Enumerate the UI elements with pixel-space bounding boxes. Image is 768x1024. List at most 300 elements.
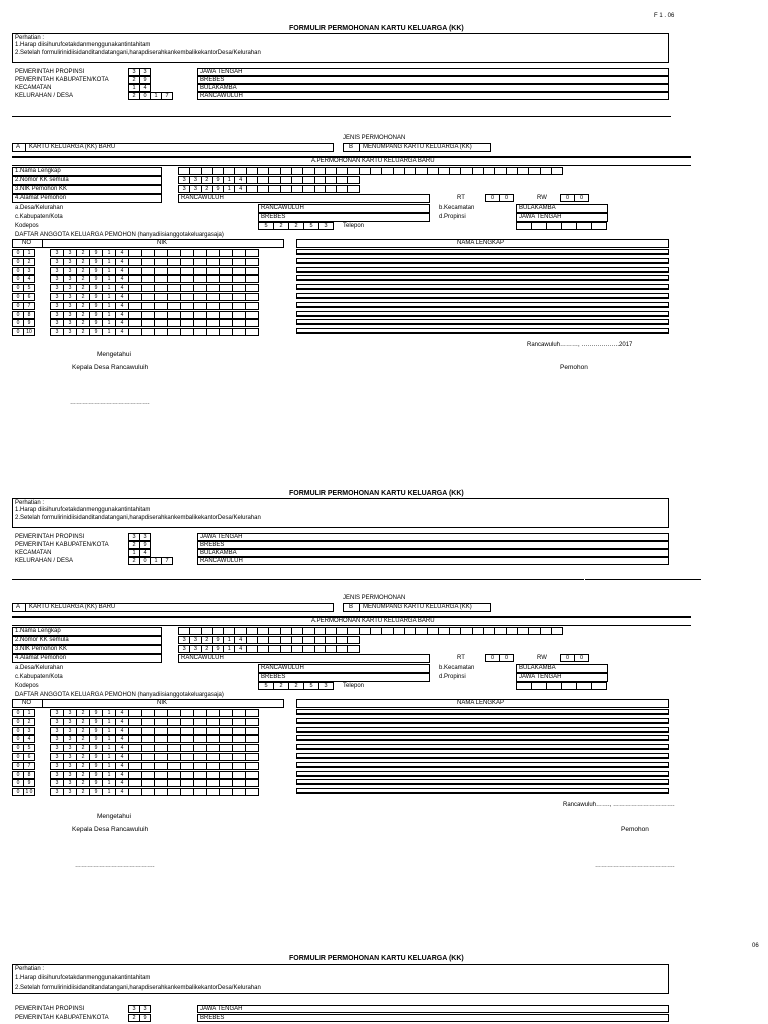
member-nik-cell[interactable]: 3 (63, 779, 77, 787)
member-nik-cell[interactable] (232, 753, 246, 761)
region-kel-name-box[interactable] (197, 92, 669, 100)
member-nik[interactable] (50, 328, 258, 336)
member-nik-cell[interactable]: 4 (115, 258, 129, 266)
member-nik-cell[interactable] (206, 771, 220, 779)
member-nik-cell[interactable] (180, 709, 194, 717)
member-nik-cell[interactable]: 4 (115, 249, 129, 257)
member-nik-cell[interactable] (193, 249, 207, 257)
member-nik-cell[interactable]: 3 (50, 258, 64, 266)
member-nik-cell[interactable] (180, 735, 194, 743)
member-nik-cell[interactable] (219, 727, 233, 735)
member-nik-cell[interactable] (245, 709, 259, 717)
member-nik-cell[interactable]: 2 (76, 744, 90, 752)
member-nik-cell[interactable]: 9 (89, 249, 103, 257)
region-kec-code-cell[interactable]: 1 (128, 84, 140, 92)
member-nik-cell[interactable]: 3 (50, 249, 64, 257)
region-kab-code-cell[interactable]: 2 (128, 1014, 140, 1022)
member-nik-cell[interactable] (206, 744, 220, 752)
member-nik-cell[interactable]: 2 (76, 788, 90, 796)
member-nik-cell[interactable] (206, 302, 220, 310)
member-nik-cell[interactable] (219, 319, 233, 327)
member-nik-cell[interactable]: 1 (102, 779, 116, 787)
member-nik-cell[interactable] (206, 275, 220, 283)
member-nik-cell[interactable]: 3 (50, 267, 64, 275)
member-nik-cell[interactable] (180, 258, 194, 266)
member-nik-cell[interactable] (141, 779, 155, 787)
member-nik[interactable] (50, 267, 258, 275)
member-nik-cell[interactable] (180, 744, 194, 752)
member-nik-cell[interactable] (245, 258, 259, 266)
member-nik-cell[interactable] (167, 275, 181, 283)
telepon-cells-cell[interactable] (516, 222, 532, 230)
member-nik-cell[interactable]: 2 (76, 319, 90, 327)
member-nik-cell[interactable] (167, 319, 181, 327)
rt-cells-cell[interactable]: 0 (485, 194, 500, 202)
member-nik-cell[interactable]: 2 (76, 762, 90, 770)
member-name-input[interactable] (296, 311, 669, 317)
member-nik-cell[interactable]: 1 (102, 735, 116, 743)
member-nik-cell[interactable] (180, 284, 194, 292)
member-nik-cell[interactable]: 1 (102, 328, 116, 336)
region-kel-code-cell[interactable]: 1 (150, 557, 162, 565)
member-nik-cell[interactable] (206, 267, 220, 275)
member-nik-cell[interactable] (245, 727, 259, 735)
member-nik-cell[interactable] (193, 753, 207, 761)
telepon-cells-cell[interactable] (561, 222, 577, 230)
member-nik-cell[interactable]: 3 (63, 735, 77, 743)
member-nik[interactable] (50, 788, 258, 796)
member-nik-cell[interactable] (232, 727, 246, 735)
member-nik-cell[interactable] (154, 788, 168, 796)
member-name-input[interactable] (296, 718, 669, 724)
region-kec-code-cell[interactable]: 4 (139, 84, 151, 92)
member-nik-cell[interactable] (206, 753, 220, 761)
member-nik-cell[interactable]: 4 (115, 709, 129, 717)
nomor-kk-cells-cell[interactable]: 1 (223, 636, 235, 644)
member-nik-cell[interactable] (245, 788, 259, 796)
member-nik[interactable] (50, 709, 258, 717)
member-nik-cell[interactable] (154, 302, 168, 310)
member-nik-cell[interactable] (245, 735, 259, 743)
nomor-kk-cells-cell[interactable]: 9 (212, 176, 224, 184)
member-nik[interactable] (50, 735, 258, 743)
member-nik-cell[interactable] (245, 771, 259, 779)
member-nik-cell[interactable]: 4 (115, 275, 129, 283)
nik-cells-cell[interactable]: 1 (223, 645, 235, 653)
member-nik-cell[interactable]: 4 (115, 727, 129, 735)
region-kec-code-cell[interactable]: 1 (128, 549, 140, 557)
member-nik-cell[interactable]: 1 (102, 762, 116, 770)
region-prov-name-box[interactable] (197, 533, 669, 541)
member-nik-cell[interactable] (232, 302, 246, 310)
member-nik-cell[interactable] (154, 779, 168, 787)
member-nik-cell[interactable]: 1 (102, 788, 116, 796)
region-prov-code-cell[interactable]: 3 (139, 1005, 151, 1013)
member-nik-cell[interactable] (154, 311, 168, 319)
nomor-kk-cells-cell[interactable]: 3 (178, 636, 190, 644)
nomor-kk-cells-cell[interactable]: 4 (234, 636, 246, 644)
member-nik-cell[interactable] (154, 293, 168, 301)
telepon-cells-cell[interactable] (576, 222, 592, 230)
member-nik-cell[interactable]: 2 (76, 735, 90, 743)
member-nik-cell[interactable] (232, 779, 246, 787)
member-nik-cell[interactable]: 9 (89, 727, 103, 735)
member-nik-cell[interactable] (128, 328, 142, 336)
member-name-input[interactable] (296, 762, 669, 768)
member-nik-cell[interactable] (245, 718, 259, 726)
member-nik-cell[interactable] (180, 771, 194, 779)
member-nik-cell[interactable] (180, 293, 194, 301)
kodepos-cells-cell[interactable]: 3 (318, 222, 334, 230)
member-nik-cell[interactable] (245, 779, 259, 787)
member-nik-cell[interactable]: 2 (76, 267, 90, 275)
member-nik-cell[interactable]: 3 (50, 762, 64, 770)
member-nik-cell[interactable]: 3 (50, 293, 64, 301)
member-nik-cell[interactable] (128, 771, 142, 779)
rw-cells-cell[interactable]: 0 (574, 654, 589, 662)
member-nik[interactable] (50, 753, 258, 761)
member-nik-cell[interactable] (193, 735, 207, 743)
nomor-kk-cells-cell[interactable]: 1 (223, 176, 235, 184)
rw-cells-cell[interactable]: 0 (574, 194, 589, 202)
member-nik-cell[interactable] (167, 267, 181, 275)
member-nik-cell[interactable]: 3 (50, 771, 64, 779)
member-nik-cell[interactable]: 3 (50, 302, 64, 310)
member-nik-cell[interactable]: 3 (63, 727, 77, 735)
member-nik-cell[interactable] (206, 709, 220, 717)
member-nik-cell[interactable] (232, 744, 246, 752)
member-nik-cell[interactable] (154, 762, 168, 770)
member-nik-cell[interactable]: 1 (102, 249, 116, 257)
member-nik-cell[interactable]: 4 (115, 762, 129, 770)
member-nik-cell[interactable]: 2 (76, 302, 90, 310)
member-nik-cell[interactable] (180, 762, 194, 770)
member-nik-cell[interactable] (141, 311, 155, 319)
member-nik-cell[interactable]: 4 (115, 735, 129, 743)
member-nik-cell[interactable]: 3 (63, 293, 77, 301)
nik-cells-cell[interactable]: 2 (201, 185, 213, 193)
member-nik-cell[interactable] (232, 258, 246, 266)
nama-cells-cell[interactable] (551, 167, 563, 175)
member-nik-cell[interactable]: 2 (76, 779, 90, 787)
member-nik-cell[interactable] (141, 727, 155, 735)
nik-cells-cell[interactable]: 3 (189, 185, 201, 193)
member-nik-cell[interactable] (206, 293, 220, 301)
member-nik-cell[interactable] (167, 753, 181, 761)
member-nik-cell[interactable] (193, 718, 207, 726)
member-nik-cell[interactable] (219, 258, 233, 266)
member-nik-cell[interactable] (128, 744, 142, 752)
member-nik-cell[interactable]: 3 (63, 709, 77, 717)
member-nik-cell[interactable] (232, 328, 246, 336)
telepon-cells-cell[interactable] (546, 682, 562, 690)
member-nik-cell[interactable] (219, 718, 233, 726)
member-nik-cell[interactable] (141, 328, 155, 336)
member-nik-cell[interactable] (245, 311, 259, 319)
member-nik-cell[interactable] (219, 249, 233, 257)
member-nik-cell[interactable] (128, 779, 142, 787)
member-nik-cell[interactable] (245, 753, 259, 761)
member-nik-cell[interactable] (128, 311, 142, 319)
member-nik-cell[interactable] (193, 788, 207, 796)
region-kec-name-box[interactable] (197, 84, 669, 92)
member-nik[interactable] (50, 779, 258, 787)
member-nik-cell[interactable] (154, 735, 168, 743)
member-nik-cell[interactable] (128, 275, 142, 283)
member-nik-cell[interactable] (245, 744, 259, 752)
member-nik-cell[interactable]: 1 (102, 293, 116, 301)
member-nik-cell[interactable]: 3 (63, 771, 77, 779)
region-prov-code-cell[interactable]: 3 (128, 533, 140, 541)
member-nik-cell[interactable]: 2 (76, 771, 90, 779)
member-nik-cell[interactable]: 9 (89, 258, 103, 266)
member-nik-cell[interactable]: 4 (115, 293, 129, 301)
region-kel-code-cell[interactable]: 1 (150, 92, 162, 100)
region-kab-code-cell[interactable]: 2 (128, 541, 140, 549)
member-nik-cell[interactable] (141, 744, 155, 752)
member-nik-cell[interactable] (128, 293, 142, 301)
member-nik-cell[interactable] (167, 762, 181, 770)
member-nik-cell[interactable]: 3 (50, 319, 64, 327)
member-nik-cell[interactable] (167, 735, 181, 743)
member-nik-cell[interactable] (219, 267, 233, 275)
member-nik-cell[interactable]: 3 (50, 275, 64, 283)
member-nik-cell[interactable] (167, 293, 181, 301)
member-name-input[interactable] (296, 771, 669, 777)
member-nik-cell[interactable]: 3 (63, 302, 77, 310)
member-nik-cell[interactable]: 2 (76, 284, 90, 292)
nik-cells-cell[interactable]: 3 (189, 645, 201, 653)
kodepos-cells-cell[interactable]: 5 (303, 682, 319, 690)
rw-cells-cell[interactable]: 0 (560, 194, 575, 202)
member-nik-cell[interactable] (141, 788, 155, 796)
kodepos-cells-cell[interactable]: 2 (288, 222, 304, 230)
member-nik-cell[interactable]: 1 (102, 311, 116, 319)
member-nik-cell[interactable] (141, 267, 155, 275)
member-nik-cell[interactable]: 9 (89, 762, 103, 770)
member-nik-cell[interactable]: 9 (89, 267, 103, 275)
member-nik-cell[interactable]: 2 (76, 275, 90, 283)
member-nik-cell[interactable] (167, 709, 181, 717)
member-nik-cell[interactable] (154, 249, 168, 257)
member-nik-cell[interactable]: 3 (63, 744, 77, 752)
rt-cells-cell[interactable]: 0 (485, 654, 500, 662)
member-name-input[interactable] (296, 293, 669, 299)
member-nik-cell[interactable] (167, 249, 181, 257)
member-nik-cell[interactable]: 1 (102, 258, 116, 266)
member-nik-cell[interactable]: 2 (76, 753, 90, 761)
member-nik[interactable] (50, 275, 258, 283)
member-nik-cell[interactable]: 1 (102, 709, 116, 717)
member-nik-cell[interactable] (128, 788, 142, 796)
member-nik-cell[interactable]: 2 (76, 258, 90, 266)
member-nik-cell[interactable]: 1 (102, 275, 116, 283)
rw-cells-cell[interactable]: 0 (560, 654, 575, 662)
member-nik-cell[interactable] (154, 718, 168, 726)
member-nik-cell[interactable] (206, 718, 220, 726)
member-nik[interactable] (50, 718, 258, 726)
nomor-kk-cells-cell[interactable]: 3 (178, 176, 190, 184)
member-nik-cell[interactable]: 3 (63, 319, 77, 327)
nik-cells-cell[interactable] (347, 185, 359, 193)
member-nik-cell[interactable] (128, 753, 142, 761)
member-nik-cell[interactable] (232, 293, 246, 301)
kodepos-cells-cell[interactable]: 5 (303, 222, 319, 230)
member-nik-cell[interactable]: 3 (63, 311, 77, 319)
member-nik[interactable] (50, 302, 258, 310)
region-kab-name-box[interactable] (197, 1014, 669, 1022)
member-nik-cell[interactable] (141, 293, 155, 301)
member-nik-cell[interactable] (245, 293, 259, 301)
member-nik-cell[interactable]: 9 (89, 771, 103, 779)
member-nik-cell[interactable] (245, 249, 259, 257)
member-nik-cell[interactable] (193, 258, 207, 266)
member-nik-cell[interactable] (154, 771, 168, 779)
member-nik-cell[interactable] (245, 328, 259, 336)
member-name-input[interactable] (296, 735, 669, 741)
member-nik-cell[interactable]: 3 (50, 718, 64, 726)
member-nik-cell[interactable]: 1 (102, 284, 116, 292)
member-nik-cell[interactable]: 3 (50, 328, 64, 336)
nomor-kk-cells-cell[interactable]: 2 (201, 176, 213, 184)
member-nik-cell[interactable] (154, 267, 168, 275)
member-nik-cell[interactable]: 4 (115, 328, 129, 336)
member-nik-cell[interactable] (167, 771, 181, 779)
member-nik-cell[interactable] (154, 319, 168, 327)
member-nik-cell[interactable]: 9 (89, 718, 103, 726)
region-kel-code-cell[interactable]: 7 (161, 557, 173, 565)
telepon-cells-cell[interactable] (516, 682, 532, 690)
member-nik-cell[interactable]: 3 (63, 788, 77, 796)
member-nik-cell[interactable] (141, 249, 155, 257)
member-nik-cell[interactable] (154, 753, 168, 761)
member-nik-cell[interactable]: 9 (89, 753, 103, 761)
member-nik-cell[interactable] (167, 788, 181, 796)
kodepos-cells-cell[interactable]: 5 (258, 222, 274, 230)
member-nik-cell[interactable] (206, 779, 220, 787)
region-prov-code-cell[interactable]: 3 (139, 533, 151, 541)
member-nik-cell[interactable] (219, 762, 233, 770)
member-nik-cell[interactable] (232, 267, 246, 275)
member-nik-cell[interactable]: 4 (115, 718, 129, 726)
member-nik-cell[interactable] (128, 718, 142, 726)
member-name-input[interactable] (296, 302, 669, 308)
member-nik-cell[interactable]: 9 (89, 744, 103, 752)
member-nik-cell[interactable] (141, 284, 155, 292)
member-nik-cell[interactable]: 3 (50, 779, 64, 787)
member-nik-cell[interactable] (167, 311, 181, 319)
member-name-input[interactable] (296, 709, 669, 715)
telepon-cells-cell[interactable] (531, 222, 547, 230)
member-nik-cell[interactable]: 1 (102, 727, 116, 735)
member-nik-cell[interactable] (193, 302, 207, 310)
member-nik-cell[interactable]: 9 (89, 275, 103, 283)
member-nik-cell[interactable] (219, 744, 233, 752)
rt-cells-cell[interactable]: 0 (499, 654, 514, 662)
member-name-input[interactable] (296, 727, 669, 733)
member-nik-cell[interactable]: 4 (115, 744, 129, 752)
member-nik-cell[interactable]: 3 (50, 788, 64, 796)
member-name-input[interactable] (296, 753, 669, 759)
member-nik-cell[interactable] (180, 311, 194, 319)
member-nik-cell[interactable]: 9 (89, 293, 103, 301)
member-nik-cell[interactable] (232, 771, 246, 779)
member-nik-cell[interactable]: 9 (89, 709, 103, 717)
region-kab-code-cell[interactable]: 9 (139, 1014, 151, 1022)
member-nik-cell[interactable] (141, 319, 155, 327)
member-nik-cell[interactable] (232, 735, 246, 743)
member-nik-cell[interactable] (193, 328, 207, 336)
member-name-input[interactable] (296, 328, 669, 334)
member-nik-cell[interactable] (141, 709, 155, 717)
kodepos-cells-cell[interactable]: 5 (258, 682, 274, 690)
member-nik-cell[interactable] (193, 319, 207, 327)
member-nik-cell[interactable] (141, 718, 155, 726)
member-nik-cell[interactable] (206, 319, 220, 327)
member-nik-cell[interactable] (141, 771, 155, 779)
region-kel-code-cell[interactable]: 0 (139, 92, 151, 100)
member-nik-cell[interactable] (141, 753, 155, 761)
member-nik-cell[interactable]: 3 (63, 267, 77, 275)
member-nik-cell[interactable] (154, 258, 168, 266)
member-nik-cell[interactable]: 1 (102, 753, 116, 761)
member-nik-cell[interactable]: 2 (76, 328, 90, 336)
member-nik-cell[interactable]: 9 (89, 311, 103, 319)
member-nik-cell[interactable] (206, 788, 220, 796)
member-nik-cell[interactable] (167, 779, 181, 787)
member-nik-cell[interactable]: 4 (115, 779, 129, 787)
region-prov-code-cell[interactable]: 3 (128, 68, 140, 76)
member-nik-cell[interactable] (154, 328, 168, 336)
member-nik-cell[interactable]: 3 (63, 718, 77, 726)
member-nik-cell[interactable] (206, 328, 220, 336)
member-nik-cell[interactable]: 3 (63, 753, 77, 761)
member-nik-cell[interactable] (128, 302, 142, 310)
member-nik-cell[interactable]: 3 (50, 753, 64, 761)
nomor-kk-cells-cell[interactable]: 4 (234, 176, 246, 184)
member-nik-cell[interactable] (232, 762, 246, 770)
member-nik-cell[interactable] (167, 328, 181, 336)
nik-cells-cell[interactable]: 2 (201, 645, 213, 653)
member-nik-cell[interactable]: 3 (50, 735, 64, 743)
nik-cells-cell[interactable]: 4 (234, 645, 246, 653)
member-nik-cell[interactable] (180, 727, 194, 735)
telepon-cells-cell[interactable] (561, 682, 577, 690)
region-kel-code-cell[interactable]: 2 (128, 92, 140, 100)
member-nik[interactable] (50, 311, 258, 319)
member-nik-cell[interactable] (232, 709, 246, 717)
member-nik-cell[interactable] (154, 275, 168, 283)
member-nik[interactable] (50, 249, 258, 257)
telepon-cells-cell[interactable] (531, 682, 547, 690)
member-nik[interactable] (50, 727, 258, 735)
member-nik-cell[interactable] (219, 328, 233, 336)
member-name-input[interactable] (296, 275, 669, 281)
member-nik-cell[interactable] (219, 779, 233, 787)
member-nik-cell[interactable] (206, 284, 220, 292)
nik-cells-cell[interactable]: 9 (212, 185, 224, 193)
member-name-input[interactable] (296, 744, 669, 750)
member-nik-cell[interactable]: 3 (63, 328, 77, 336)
nomor-kk-cells-cell[interactable] (347, 176, 359, 184)
region-prov-name-box[interactable] (197, 68, 669, 76)
member-nik-cell[interactable]: 2 (76, 249, 90, 257)
member-nik-cell[interactable]: 1 (102, 302, 116, 310)
member-nik-cell[interactable]: 3 (63, 258, 77, 266)
rt-cells-cell[interactable]: 0 (499, 194, 514, 202)
member-nik-cell[interactable] (193, 293, 207, 301)
member-nik-cell[interactable] (193, 267, 207, 275)
